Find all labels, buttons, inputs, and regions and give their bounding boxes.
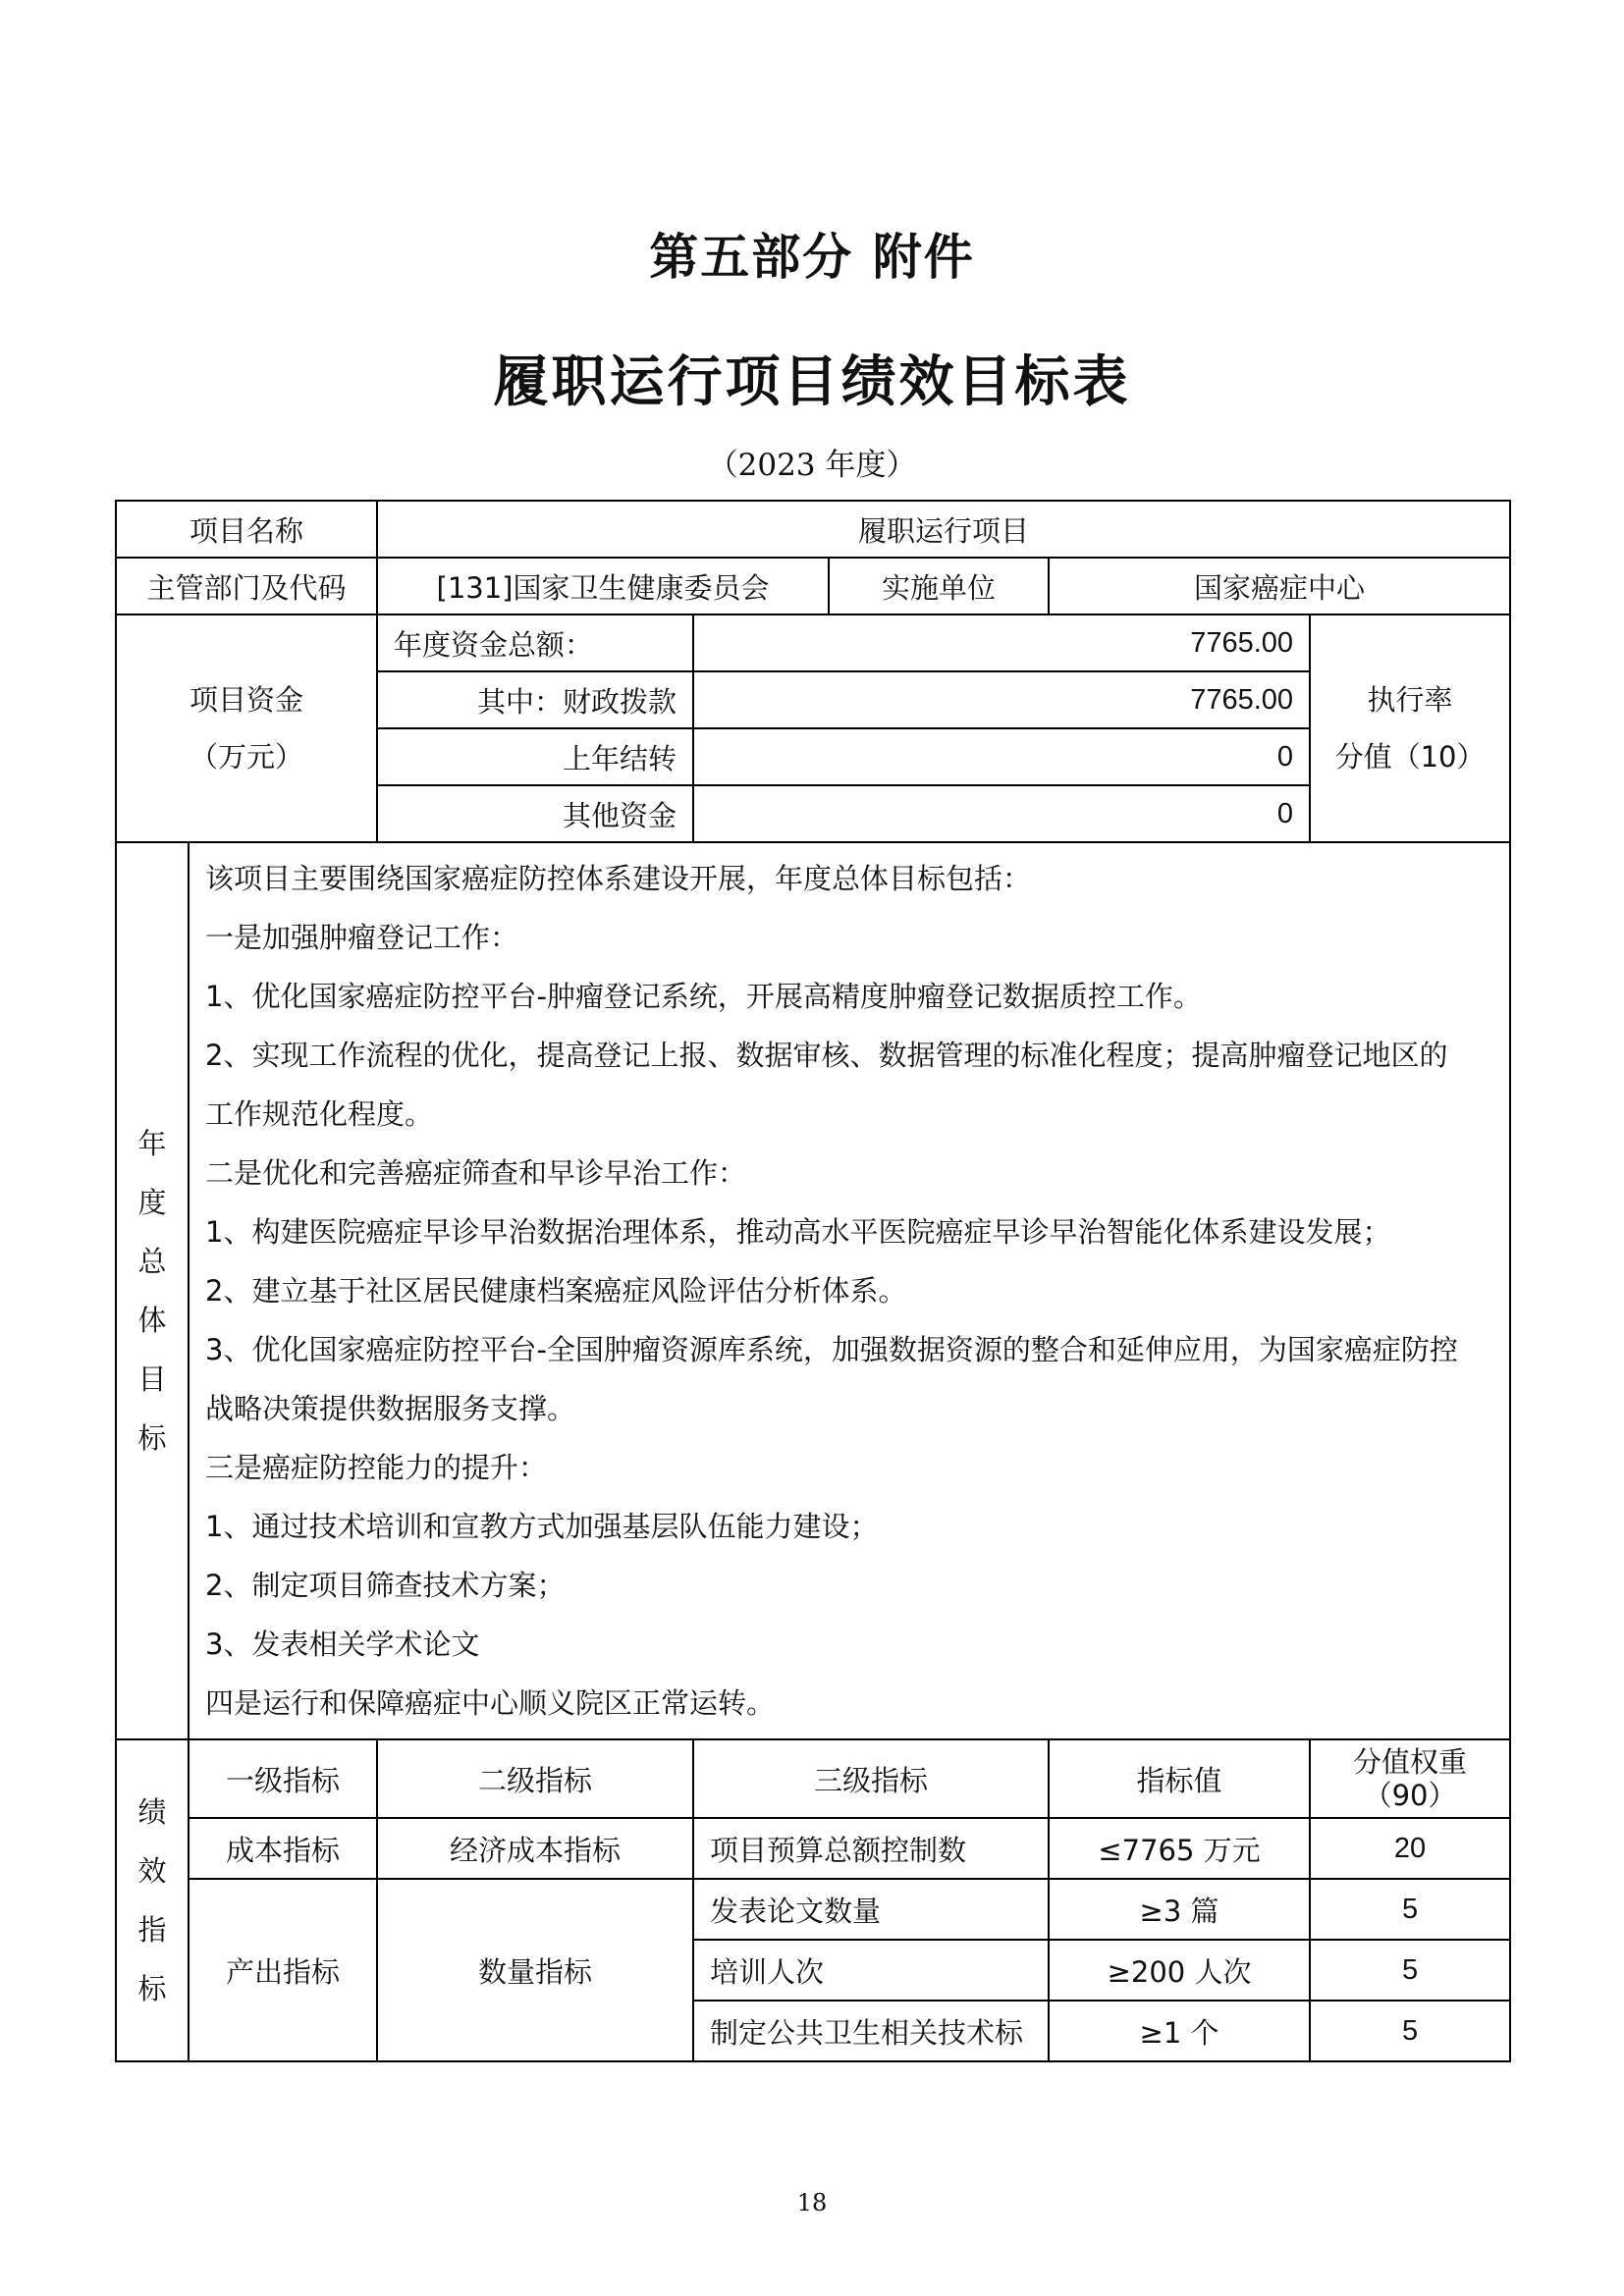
execution-rate-score: 分值（10）: [1334, 740, 1486, 774]
output-level3: 发表论文数量: [693, 1879, 1049, 1940]
output-weight: 5: [1310, 1879, 1510, 1940]
project-name-row: [116, 501, 1510, 558]
indicator-value-header: 指标值: [1049, 1739, 1310, 1818]
goal-line: 1、通过技术培训和宣教方式加强基层队伍能力建设；: [205, 1510, 879, 1543]
goal-line: 2、建立基于社区居民健康档案癌症风险评估分析体系。: [205, 1274, 907, 1308]
page-number: 18: [796, 2189, 828, 2216]
weight-header-label: 分值权重: [1353, 1745, 1468, 1779]
cost-value: ≤7765 万元: [1049, 1818, 1310, 1879]
indicators-label: [116, 1739, 189, 2061]
indicator-header-row: [116, 1739, 1510, 1818]
goal-line: 二是优化和完善癌症筛查和早诊早治工作：: [205, 1156, 747, 1190]
annual-goal-label-char: 体: [137, 1304, 167, 1337]
fund-item-value: 0: [693, 785, 1310, 842]
weight-header: [1310, 1739, 1510, 1818]
output-weight: 5: [1310, 2001, 1510, 2061]
part-title: 第五部分 附件: [649, 229, 975, 286]
department-value: [131]国家卫生健康委员会: [377, 558, 829, 614]
project-name-value: 履职运行项目: [377, 501, 1510, 558]
output-level3: 制定公共卫生相关技术标: [693, 2001, 1049, 2061]
fund-item-label: 年度资金总额：: [377, 614, 693, 671]
goal-line: 2、实现工作流程的优化，提高登记上报、数据审核、数据管理的标准化程度；提高肿瘤登记地区的: [205, 1039, 1448, 1072]
project-name-label: 项目名称: [116, 501, 377, 558]
fund-item-label: 上年结转: [377, 728, 693, 785]
goal-line: 1、构建医院癌症早诊早治数据治理体系，推动高水平医院癌症早诊早治智能化体系建设发展；: [205, 1215, 1391, 1249]
goal-line: 三是癌症防控能力的提升：: [205, 1451, 548, 1484]
execution-rate-label: 执行率: [1367, 683, 1453, 717]
project-funds-label-unit: （万元）: [189, 740, 304, 774]
goal-line: 该项目主要围绕国家癌症防控体系建设开展，年度总体目标包括：: [205, 862, 1032, 895]
indicators-label-char: 指: [137, 1913, 167, 1947]
output-level1: 产出指标: [189, 1879, 377, 2061]
weight-header-total: （90）: [1363, 1779, 1457, 1812]
goal-line: 一是加强肿瘤登记工作：: [205, 921, 519, 954]
department-label: 主管部门及代码: [116, 558, 377, 614]
project-funds-label: [116, 614, 377, 842]
output-level3: 培训人次: [693, 1940, 1049, 2001]
indicators-label-char: 绩: [137, 1795, 167, 1829]
fund-item-label: 其他资金: [377, 785, 693, 842]
implementing-unit-value: 国家癌症中心: [1049, 558, 1510, 614]
annual-goal-label-char: 总: [137, 1245, 167, 1278]
goal-line: 战略决策提供数据服务支撑。: [205, 1392, 576, 1425]
indicators-label-char: 效: [137, 1854, 167, 1888]
fund-item-value: 0: [693, 728, 1310, 785]
annual-goal-label-char: 度: [137, 1186, 167, 1219]
output-value: ≥200 人次: [1049, 1940, 1310, 2001]
implementing-unit-label: 实施单位: [829, 558, 1049, 614]
performance-target-table: [115, 500, 1511, 2062]
year-label: （2023 年度）: [707, 448, 917, 483]
fund-item-value: 7765.00: [693, 671, 1310, 728]
goal-line: 2、制定项目筛查技术方案；: [205, 1569, 566, 1602]
project-funds-label-main: 项目资金: [189, 683, 304, 717]
indicators-label-char: 标: [137, 1972, 167, 2005]
output-weight: 5: [1310, 1940, 1510, 2001]
output-value: ≥3 篇: [1049, 1879, 1310, 1940]
goal-line: 四是运行和保障癌症中心顺义院区正常运转。: [205, 1686, 776, 1720]
cost-indicator-row: [116, 1818, 1510, 1879]
output-level2: 数量指标: [377, 1879, 693, 2061]
level2-header: 二级指标: [377, 1739, 693, 1818]
annual-goal-content: [189, 842, 1510, 1739]
department-row: [116, 558, 1510, 614]
goal-line: 3、发表相关学术论文: [205, 1628, 480, 1661]
document-title: 履职运行项目绩效目标表: [493, 350, 1131, 414]
output-value: ≥1 个: [1049, 2001, 1310, 2061]
level1-header: 一级指标: [189, 1739, 377, 1818]
cost-level3: 项目预算总额控制数: [693, 1818, 1049, 1879]
funds-row: [116, 614, 1510, 671]
output-indicator-row: [116, 1879, 1510, 1940]
goal-line: 工作规范化程度。: [205, 1097, 434, 1131]
annual-goal-label-char: 目: [137, 1362, 167, 1396]
annual-goal-row: [116, 842, 1510, 1739]
execution-rate-cell: [1310, 614, 1510, 842]
cost-weight: 20: [1310, 1818, 1510, 1879]
fund-item-label: 其中：财政拨款: [377, 671, 693, 728]
cost-level1: 成本指标: [189, 1818, 377, 1879]
annual-goal-label-char: 标: [137, 1421, 167, 1455]
cost-level2: 经济成本指标: [377, 1818, 693, 1879]
fund-item-value: 7765.00: [693, 614, 1310, 671]
annual-goal-label-char: 年: [137, 1127, 167, 1160]
goal-line: 1、优化国家癌症防控平台-肿瘤登记系统，开展高精度肿瘤登记数据质控工作。: [205, 980, 1202, 1013]
level3-header: 三级指标: [693, 1739, 1049, 1818]
goal-line: 3、优化国家癌症防控平台-全国肿瘤资源库系统，加强数据资源的整合和延伸应用，为国家癌症防控: [205, 1333, 1458, 1366]
annual-goal-label: [116, 842, 189, 1739]
